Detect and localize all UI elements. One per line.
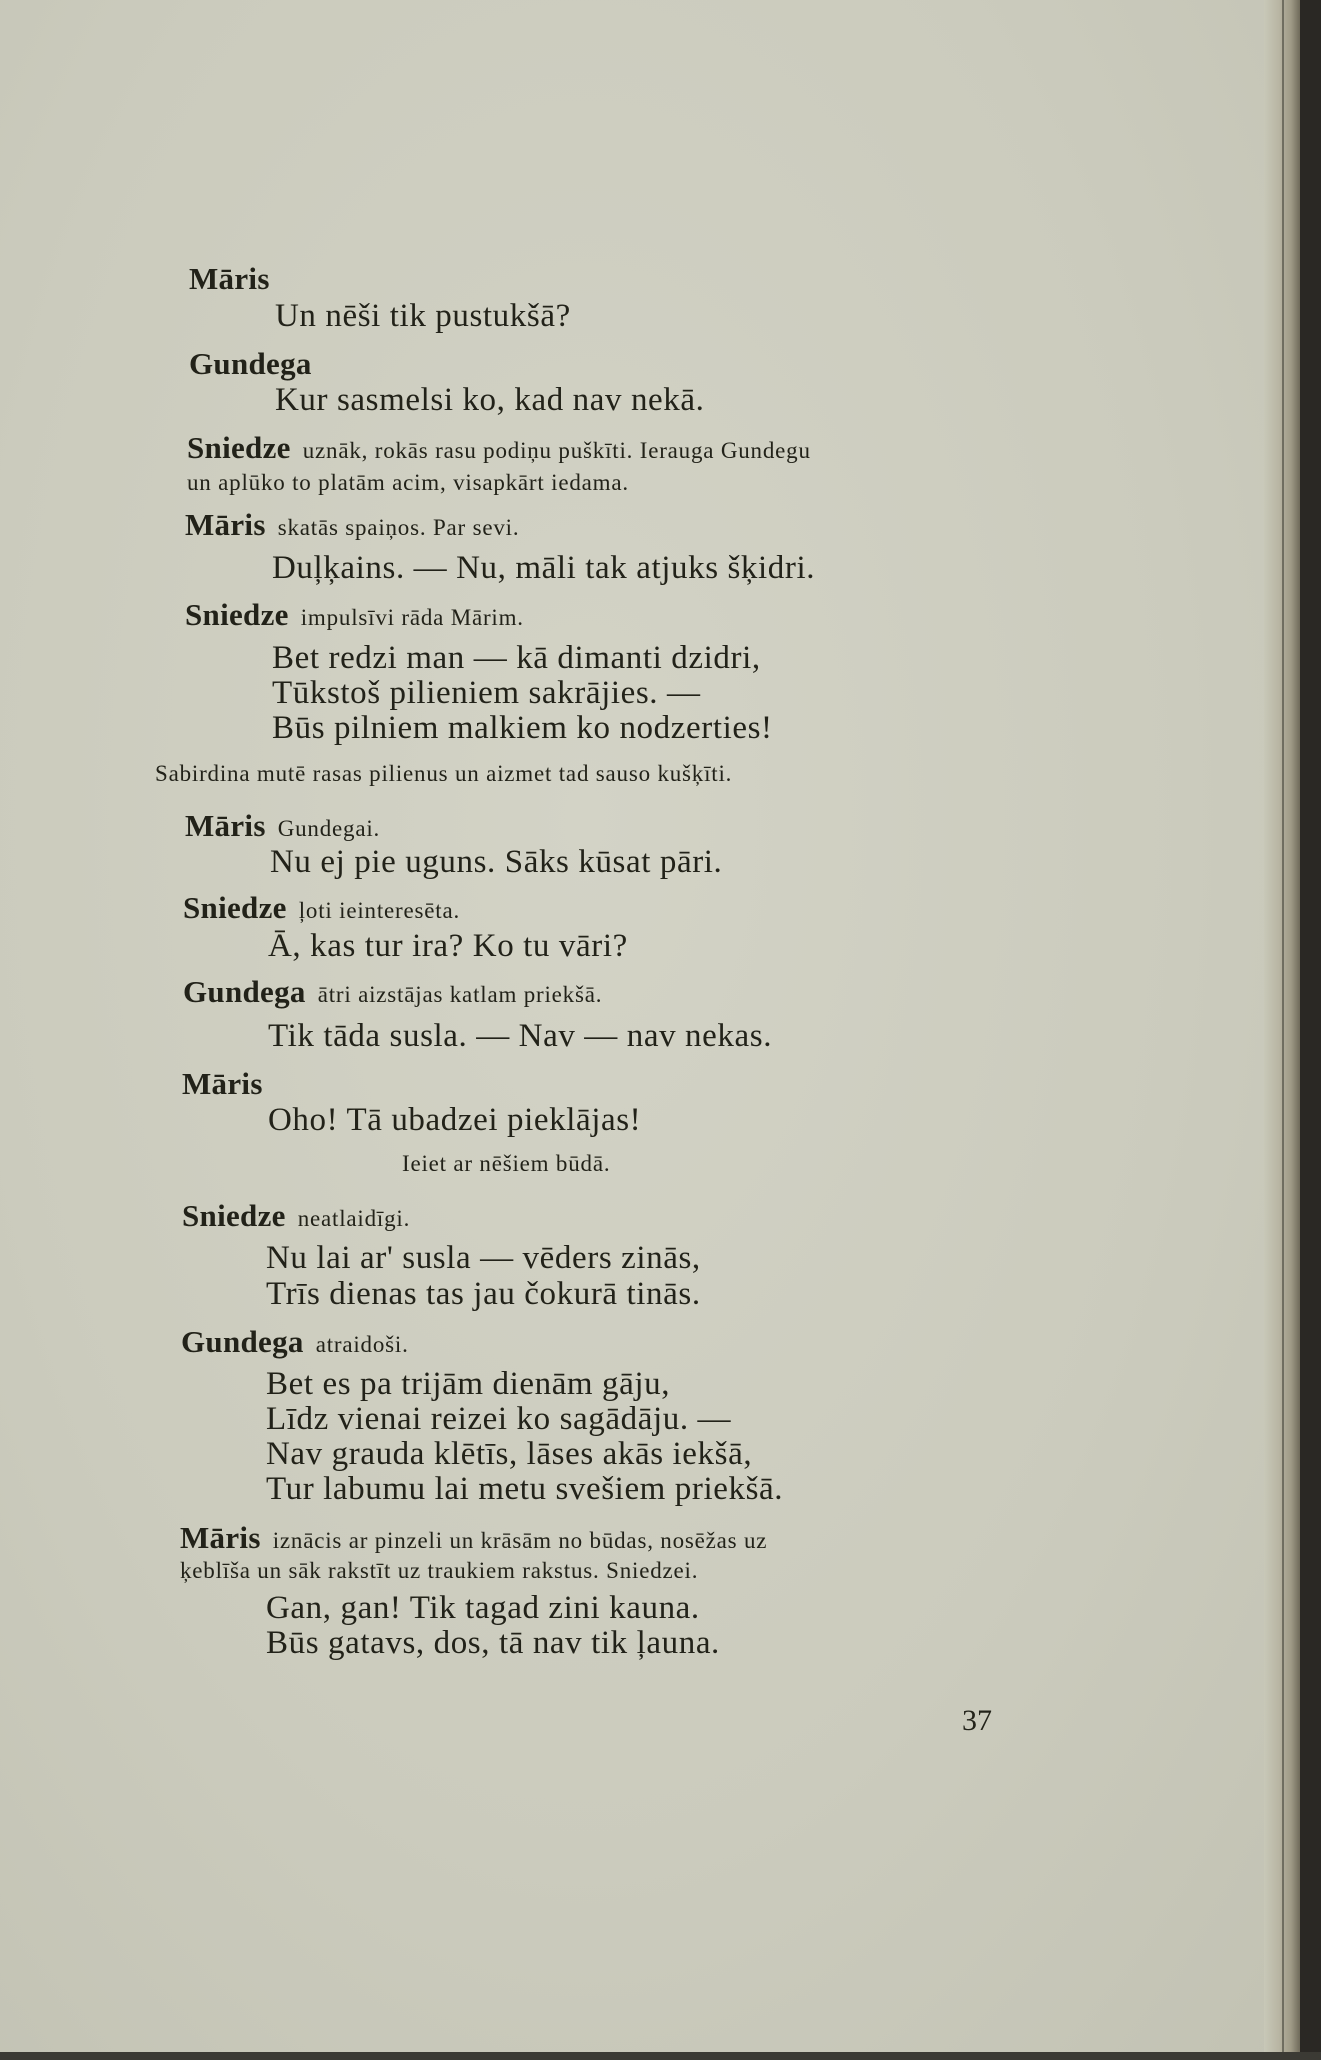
scan-bottom-edge (0, 2052, 1321, 2060)
verse-line: Ā, kas tur ira? Ko tu vāri? (268, 928, 628, 964)
speaker-sniedze: Sniedze (183, 890, 287, 925)
stage-direction: neatlaidīgi. (297, 1206, 411, 1231)
speaker-line (187, 432, 811, 463)
verse-line: Bet es pa trijām dienām gāju, (266, 1366, 671, 1402)
stage-direction: ļoti ieinteresēta. (298, 898, 461, 923)
speaker-line (185, 509, 519, 540)
verse-line: Būs pilniem malkiem ko nodzerties! (272, 710, 773, 746)
verse-line: Nu ej pie uguns. Sāks kūsat pāri. (270, 844, 723, 880)
speaker-line (181, 1326, 409, 1357)
speaker-line (183, 892, 460, 923)
stage-direction: ātri aizstājas katlam priekšā. (317, 982, 603, 1007)
verse-line: Līdz vienai reizei ko sagādāju. — (266, 1401, 732, 1437)
speaker-maris: Māris (185, 507, 266, 542)
verse-line: Nav grauda klētīs, lāses akās iekšā, (266, 1436, 753, 1472)
verse-line: Tūkstoš pilieniem sakrājies. — (272, 675, 701, 711)
verse-line: Gan, gan! Tik tagad zini kauna. (266, 1590, 700, 1626)
verse-line: Kur sasmelsi ko, kad nav nekā. (275, 382, 705, 418)
verse-line: Trīs dienas tas jau čokurā tinās. (266, 1276, 701, 1312)
speaker-gundega: Gundega (181, 1324, 304, 1359)
speaker-line (182, 1200, 410, 1231)
speaker-line (183, 976, 602, 1007)
speaker-line (180, 1522, 767, 1553)
speaker-gundega: Gundega (189, 346, 312, 381)
stage-direction: un aplūko to platām acim, visapkārt iedama. (187, 470, 629, 495)
speaker-line (185, 599, 524, 630)
page-number: 37 (962, 1704, 992, 1737)
speaker-sniedze: Sniedze (187, 430, 291, 465)
verse-line: Būs gatavs, dos, tā nav tik ļauna. (266, 1625, 720, 1661)
verse-line: Un nēši tik pustukšā? (275, 298, 571, 334)
speaker-maris: Māris (180, 1520, 261, 1555)
speaker-maris: Māris (185, 808, 266, 843)
speaker-sniedze: Sniedze (182, 1198, 286, 1233)
stage-direction: atraidoši. (315, 1332, 409, 1357)
speaker-line (185, 810, 380, 841)
verse-line: Duļķains. — Nu, māli tak atjuks šķidri. (272, 550, 816, 586)
stage-direction: Gundegai. (277, 816, 381, 841)
stage-direction: iznācis ar pinzeli un krāsām no būdas, nosēžas uz (272, 1528, 768, 1553)
verse-line: Oho! Tā ubadzei pieklājas! (268, 1102, 642, 1138)
verse-line: Nu lai ar' susla — vēders zinās, (266, 1240, 701, 1276)
verse-line: Tik tāda susla. — Nav — nav nekas. (268, 1018, 773, 1054)
stage-direction: Ieiet ar nēšiem būdā. (402, 1151, 611, 1176)
verse-line: Bet redzi man — kā dimanti dzidri, (272, 640, 761, 676)
verse-line: Tur labumu lai metu svešiem priekšā. (266, 1471, 784, 1507)
speaker-sniedze: Sniedze (185, 597, 289, 632)
stage-direction: skatās spaiņos. Par sevi. (277, 515, 520, 540)
speaker-maris: Māris (189, 261, 270, 296)
stage-direction: ķeblīša un sāk rakstīt uz traukiem rakstus. Sniedzei. (180, 1558, 699, 1583)
speaker-maris: Māris (182, 1066, 263, 1101)
stage-direction: Sabirdina mutē rasas pilienus un aizmet tad sauso kušķīti. (155, 761, 733, 786)
stage-direction: uznāk, rokās rasu podiņu puškīti. Ierauga Gundegu (302, 438, 811, 463)
page-edge (1264, 0, 1300, 2052)
stage-direction: impulsīvi rāda Mārim. (300, 605, 524, 630)
speaker-gundega: Gundega (183, 974, 306, 1009)
